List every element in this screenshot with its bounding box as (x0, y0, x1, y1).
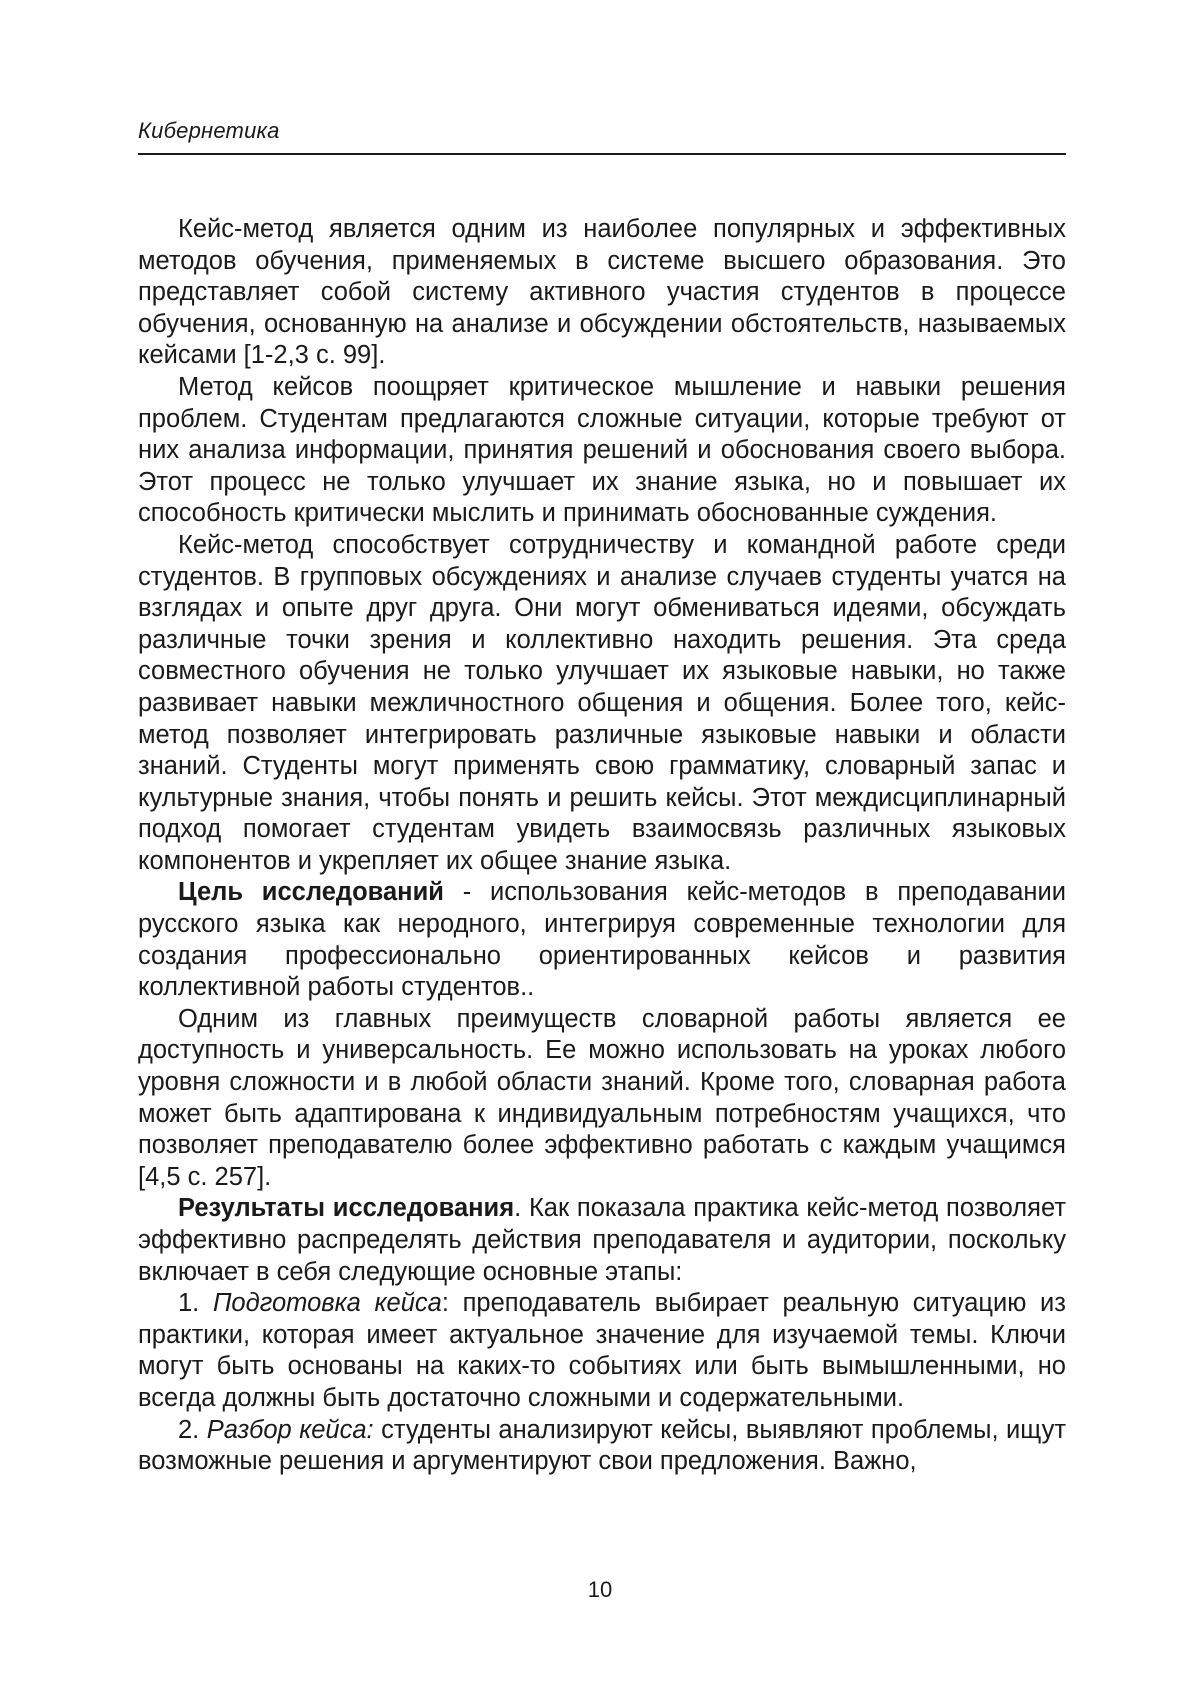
running-head-title: Кибернетика (138, 118, 280, 143)
paragraph-2: Метод кейсов поощряет критическое мышление и навыки решения проблем. Студентам предлагаются сложные ситуации, которые требуют от них анализа информации, принятия решений и обоснования своего выбора. Этот процесс не только улучшает их знание языка, но и повышает их способность критически мыслить и принимать обоснованные суждения. (138, 372, 1066, 528)
paragraph-6 (138, 1193, 1066, 1288)
paragraph-4 (138, 877, 1066, 1003)
list-item-1 (138, 1288, 1066, 1414)
research-results-text: . Как показала практика кейс-метод позволяет эффективно распределять действия преподавателя и аудитории, поскольку включает в себя следующие основные этапы: (138, 1194, 1066, 1286)
page-number: 10 (587, 1577, 613, 1602)
research-results-heading: Результаты исследования (178, 1194, 515, 1223)
paragraph-3: Кейс-метод способствует сотрудничеству и командной работе среди студентов. В групповых обсуждениях и анализе случаев студенты учатся на взглядах и опыте друг друга. Они могут обмениваться идеями, обсуждать различные точки зрения и коллективно находить решения. Эта среда совместного обучения не только улучшает их языковые навыки, но также развивает навыки межличностного общения и общения. Более того, кейс-метод позволяет интегрировать различные языковые навыки и области знаний. Студенты могут применять свою грамматику, словарный запас и культурные знания, чтобы понять и решить кейсы. Этот междисциплинарный подход помогает студентам увидеть взаимосвязь различных языковых компонентов и укрепляет их общее знание языка. (138, 530, 1066, 875)
list-item-2 (138, 1415, 1066, 1478)
paragraph-1: Кейс-метод является одним из наиболее популярных и эффективных методов обучения, применяемых в системе высшего образования. Это представляет собой систему активного участия студентов в процессе обучения, основанную на анализе и обсуждении обстоятельств, называемых кейсами [1-2,3 с. 99]. (138, 215, 1066, 370)
list-item-1-text: : преподаватель выбирает реальную ситуацию из практики, которая имеет актуальное значение для изучаемой темы. Ключи могут быть основаны на каких-то событиях или быть вымышленными, но всегда должны быть достаточно сложными и содержательными. (138, 1289, 1066, 1412)
header-rule (138, 153, 1066, 155)
list-item-2-number: 2. (178, 1415, 207, 1444)
research-goal-heading: Цель исследований (178, 878, 444, 907)
body-text (138, 214, 1066, 1478)
list-item-2-term: Разбор кейса: (206, 1415, 374, 1444)
list-item-1-term: Подготовка кейса (212, 1289, 442, 1318)
list-item-1-number: 1. (178, 1289, 213, 1318)
research-goal-text: - использования кейс-методов в преподавании русского языка как неродного, интегрируя современные технологии для создания профессионально ориентированных кейсов и развития коллективной работы студентов.. (138, 878, 1066, 1002)
paragraph-5: Одним из главных преимуществ словарной работы является ее доступность и универсальность. Ее можно использовать на уроках любого уровня сложности и в любой области знаний. Кроме того, словарная работа может быть адаптирована к индивидуальным потребностям учащихся, что позволяет преподавателю более эффективно работать с каждым учащимся [4,5 с. 257]. (138, 1004, 1066, 1191)
list-item-2-text: студенты анализируют кейсы, выявляют проблемы, ищут возможные решения и аргументируют свои предложения. Важно, (138, 1415, 1067, 1476)
